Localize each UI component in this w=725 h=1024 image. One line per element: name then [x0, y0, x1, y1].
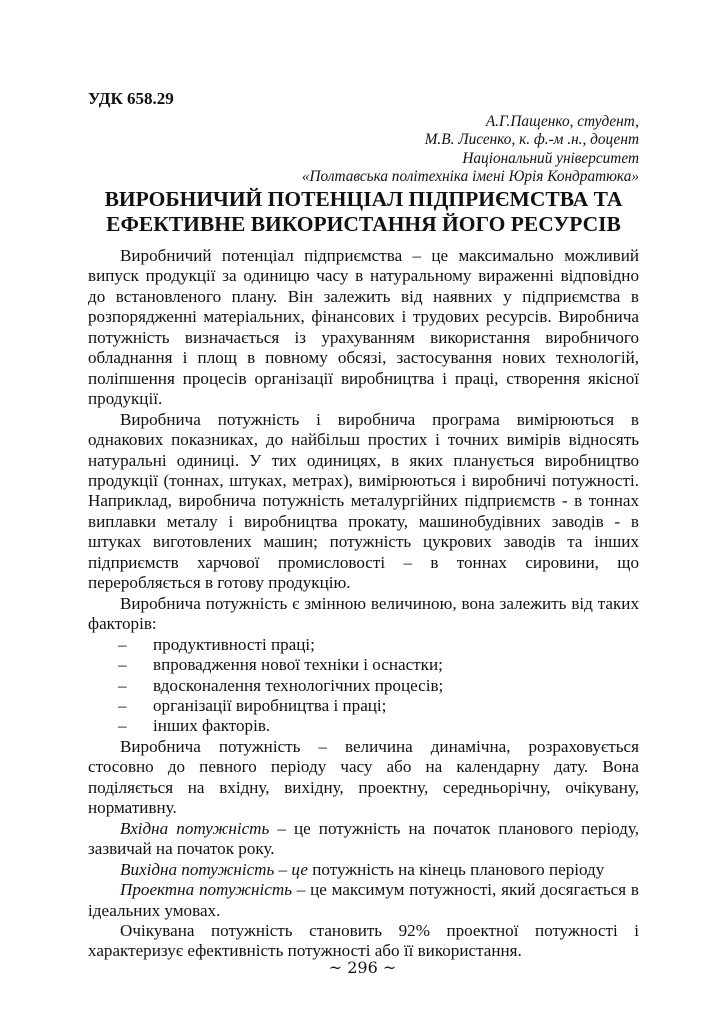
title-line-1: ВИРОБНИЧИЙ ПОТЕНЦІАЛ ПІДПРИЄМСТВА ТА [104, 187, 623, 211]
paper-body [88, 246, 639, 962]
definition-text: потужність на кінець планового періоду [307, 859, 605, 879]
factors-list [88, 635, 639, 737]
term-output-capacity: Вихідна потужність – це [120, 859, 308, 879]
list-item [88, 716, 639, 736]
dash-bullet: – [118, 634, 127, 654]
paragraph-8: Очікувана потужність становить 92% проектної потужності і характеризує ефективність потужності або її використання. [88, 920, 639, 961]
list-item [88, 635, 639, 655]
author-2: М.В. Лисенко, к. ф.-м .н., доцент [424, 131, 639, 149]
list-item-text: впровадження нової техніки і оснастки; [153, 655, 443, 675]
list-item-text: організації виробництва і праці; [153, 695, 387, 715]
list-item-text: інших факторів. [153, 716, 271, 736]
dash-bullet: – [118, 675, 127, 695]
list-item-text: продуктивності праці; [153, 634, 315, 654]
list-item [88, 676, 639, 696]
paragraph-4: Виробнича потужність – величина динамічна, розраховується стосовно до певного періоду часу або на календарну дату. Вона поділяється на вхідну, вихідну, проектну, середньорічну, очікувану, нормативну. [88, 736, 639, 818]
list-item-text: вдосконалення технологічних процесів; [153, 675, 444, 695]
list-item [88, 655, 639, 675]
list-item [88, 696, 639, 716]
paragraph-3: Виробнича потужність є змінною величиною, вона залежить від таких факторів: [88, 593, 639, 634]
paragraph-7 [88, 880, 639, 921]
dash-bullet: – [118, 655, 127, 675]
paragraph-5 [88, 819, 639, 860]
author-block [302, 113, 639, 187]
affiliation-line-1: Національний університет [462, 149, 639, 167]
paper-title [88, 187, 639, 236]
paragraph-1: Виробничий потенціал підприємства – це максимально можливий випуск продукції за одиницю часу в натуральному вираженні відповідно до встановленого плану. Він залежить від наявних у підприємства в розпорядженні матеріальних, фінансових і трудових ресурсів. Виробнича потужність визначається із урахуванням використання виробничого обладнання і площ в повному обсязі, застосування нових технологій, поліпшення процесів організації виробництва і праці, створення якісної продукції. [88, 246, 639, 409]
definition-text: – це максимум потужності, який досягається в ідеальних умовах. [88, 880, 639, 920]
dash-bullet: – [118, 695, 127, 715]
definition-text: – це потужність на початок планового періоду, зазвичай на початок року. [88, 818, 639, 859]
page-number: ~ 296 ~ [328, 958, 397, 977]
udk-code: УДК 658.29 [88, 89, 174, 108]
term-input-capacity: Вхідна потужність [120, 818, 270, 838]
title-line-2: ЕФЕКТИВНЕ ВИКОРИСТАННЯ ЙОГО РЕСУРСІВ [106, 211, 621, 236]
paragraph-2: Виробнича потужність і виробнича програма вимірюються в однакових показниках, до найбільш простих і точних вимірів відносять натуральні одиниці. У тих одиницях, в яких планується виробництво продукції (тоннах, штуках, метрах), вимірюються і виробничі потужності. Наприклад, виробнича потужність металургійних підприємств - в тоннах виплавки металу і виробництва прокату, машинобудівних заводів - в штуках виготовлених машин; потужність цукрових заводів та інших підприємств харчової промисловості – в тоннах сировини, що переробляється в готову продукцію. [88, 409, 639, 593]
paragraph-6 [88, 860, 639, 880]
affiliation-line-2: «Полтавська політехніка імені Юрія Кондратюка» [301, 168, 639, 186]
dash-bullet: – [118, 716, 127, 736]
author-1: А.Г.Пащенко, студент, [485, 113, 639, 130]
term-design-capacity: Проектна потужність [120, 880, 292, 900]
